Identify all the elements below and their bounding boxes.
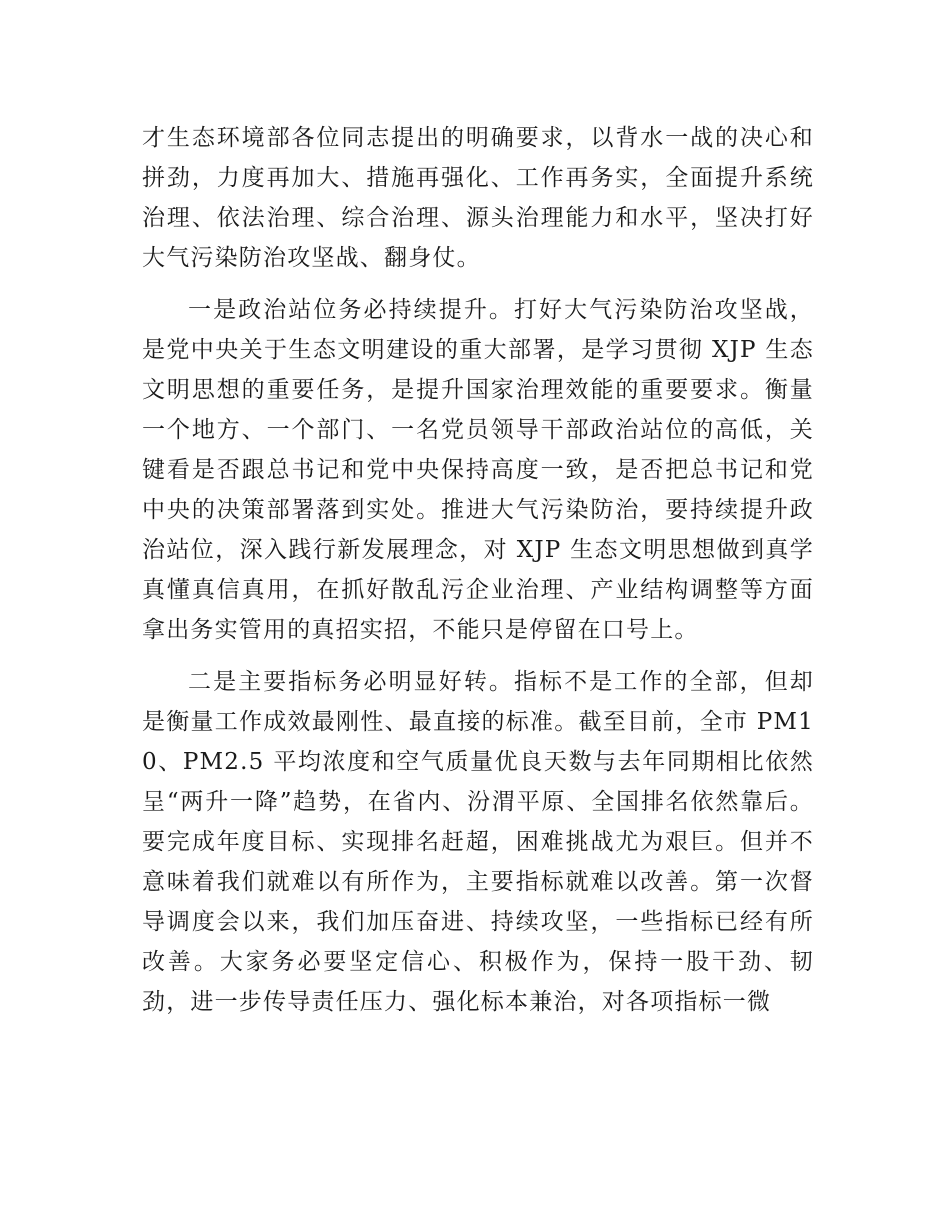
paragraph-key-indicators: 二是主要指标务必明显好转。指标不是工作的全部，但却是衡量工作成效最刚性、最直接的标准。截至目前，全市 PM10、PM2.5 平均浓度和空气质量优良天数与去年同期相比依然呈“两升一降”趋势，在省内、汾渭平原、全国排名依然靠后。要完成年度目标、实现排名赶超，困难挑战尤为艰巨。但并不意味着我们就难以有所作为，主要指标就难以改善。第一次督导调度会以来，我们加压奋进、持续攻坚，一些指标已经有所改善。大家务必要坚定信心、积极作为，保持一股干劲、韧劲，进一步传导责任压力、强化标本兼治，对各项指标一微 — [142, 669, 814, 1015]
paragraph-continued: 才生态环境部各位同志提出的明确要求，以背水一战的决心和拼劲，力度再加大、措施再强化、工作再务实，全面提升系统治理、依法治理、综合治理、源头治理能力和水平，坚决打好大气污染防治攻坚战、翻身仗。 — [142, 125, 814, 271]
paragraph-political-stance: 一是政治站位务必持续提升。打好大气污染防治攻坚战，是党中央关于生态文明建设的重大部署，是学习贯彻 XJP 生态文明思想的重要任务，是提升国家治理效能的重要要求。衡量一个地方、一个部门、一名党员领导干部政治站位的高低，关键看是否跟总书记和党中央保持高度一致，是否把总书记和党中央的决策部署落到实处。推进大气污染防治，要持续提升政治站位，深入践行新发展理念，对 XJP 生态文明思想做到真学真懂真信真用，在抓好散乱污企业治理、产业结构调整等方面拿出务实管用的真招实招，不能只是停留在口号上。 — [142, 297, 814, 643]
document-body — [142, 118, 814, 1034]
